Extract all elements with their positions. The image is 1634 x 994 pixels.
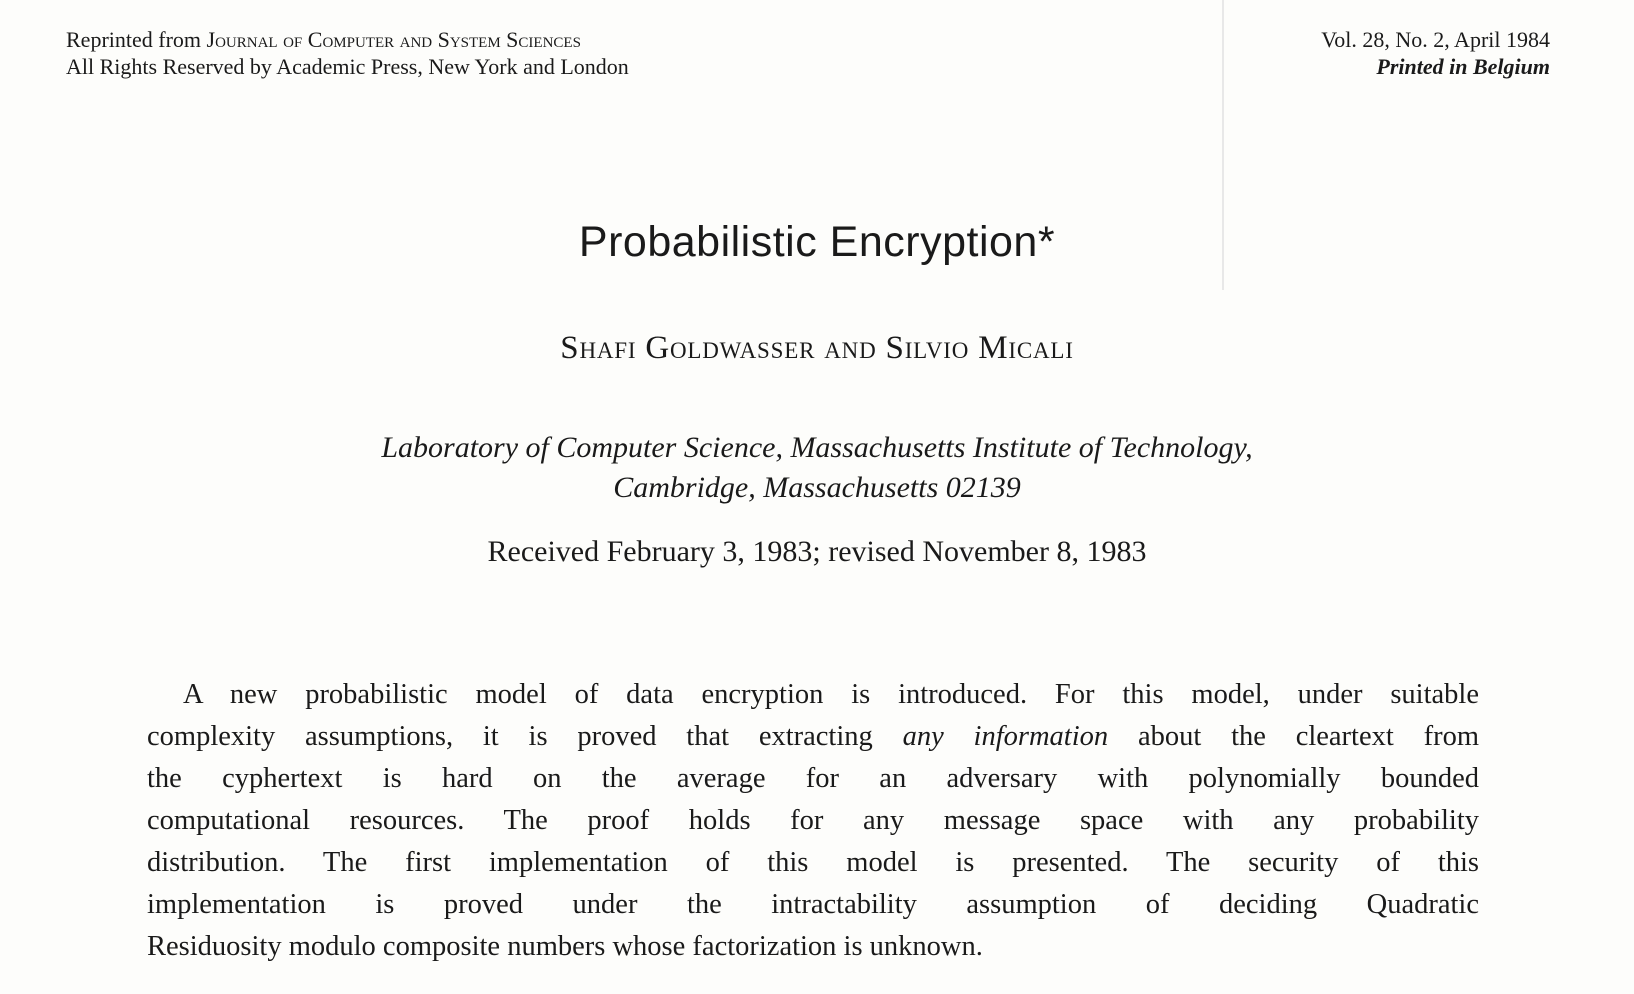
abstract-line-1: A new probabilistic model of data encryption is introduced. For this model, under suitable: [183, 679, 1479, 710]
abstract: [147, 674, 1479, 968]
abstract-line-2: [147, 716, 1479, 758]
abstract-line-4: computational resources. The proof holds for any message space with any probability: [147, 805, 1479, 836]
volume-issue: Vol. 28, No. 2, April 1984: [1321, 27, 1550, 52]
abstract-line-6: implementation is proved under the intractability assumption of deciding Quadratic: [147, 889, 1479, 920]
received-dates: Received February 3, 1983; revised November 8, 1983: [487, 535, 1147, 568]
abstract-line-7: Residuosity modulo composite numbers whose factorization is unknown.: [147, 931, 983, 962]
issue-info: [1321, 26, 1550, 80]
abstract-emphasis: any information: [902, 721, 1109, 752]
affiliation-line-2: Cambridge, Massachusetts 02139: [613, 471, 1021, 504]
abstract-line-2-start: complexity assumptions, it is proved that extracting: [147, 721, 903, 752]
rights-line: All Rights Reserved by Academic Press, New York and London: [66, 54, 629, 79]
abstract-line-5: distribution. The first implementation of this model is presented. The security of this: [147, 847, 1479, 878]
journal-name: Journal of Computer and System Sciences: [206, 27, 581, 52]
affiliation-line-1: Laboratory of Computer Science, Massachusetts Institute of Technology,: [381, 431, 1253, 464]
paper-authors: Shafi Goldwasser and Silvio Micali: [560, 330, 1074, 366]
abstract-line-2-end: about the cleartext from: [1108, 721, 1479, 752]
abstract-line-3: the cyphertext is hard on the average for an adversary with polynomially bounded: [147, 763, 1479, 794]
affiliation: [0, 428, 1634, 508]
printed-in: Printed in Belgium: [1376, 54, 1550, 79]
reprint-prefix: Reprinted from: [66, 27, 207, 52]
journal-line: [66, 26, 629, 53]
paper-title: Probabilistic Encryption*: [578, 218, 1056, 266]
reprint-notice: [66, 26, 629, 80]
